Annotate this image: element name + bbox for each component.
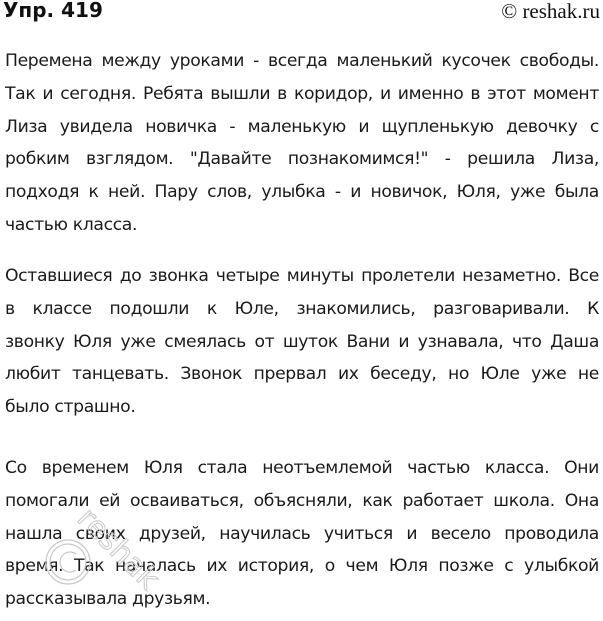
copyright-label: © reshak.ru xyxy=(501,0,600,23)
text-line: любит танцевать. Звонок прервал их беседу, но Юле уже не xyxy=(5,364,599,385)
paragraph-2 xyxy=(5,260,599,424)
text-line: помогали ей осваиваться, объясняли, как работает школа. Она xyxy=(5,490,599,511)
paragraph-3 xyxy=(5,452,599,616)
exercise-title: Упр. 419 xyxy=(3,0,103,22)
text-line: рассказывала друзьям. xyxy=(5,589,211,610)
text-line: Оставшиеся до звонка четыре минуты пролетели незаметно. Все xyxy=(5,266,599,286)
text-line: время. Так началась их история, о чем Юля позже с улыбкой xyxy=(5,556,599,577)
text-line: подходя к ней. Пару слов, улыбка - и новичок, Юля, уже была xyxy=(5,182,599,203)
text-line: Со временем Юля стала неотъемлемой частью класса. Они xyxy=(5,458,599,478)
text-line: Лиза увидела новичка - маленькую и щупленькую девочку с xyxy=(5,116,599,137)
text-line: в классе подошли к Юле, знакомились, разговаривали. К xyxy=(5,298,599,319)
watermark-text: reshak xyxy=(70,500,160,597)
text-line: Так и сегодня. Ребята вышли в коридор, и именно в этот момент xyxy=(5,83,599,104)
text-line: нашла своих друзей, научилась учиться и весело проводила xyxy=(5,523,599,544)
page-header xyxy=(0,0,603,30)
paragraph-1 xyxy=(5,45,599,242)
text-line: Перемена между уроками - всегда маленький кусочек свободы. xyxy=(5,51,599,71)
text-line: робким взглядом. "Давайте познакомимся!" - решила Лиза, xyxy=(5,149,599,170)
text-line: было страшно. xyxy=(5,397,136,418)
text-line: звонку Юля уже смеялась от шуток Вани и узнавала, что Даша xyxy=(5,331,599,352)
text-line: частью класса. xyxy=(5,214,138,235)
